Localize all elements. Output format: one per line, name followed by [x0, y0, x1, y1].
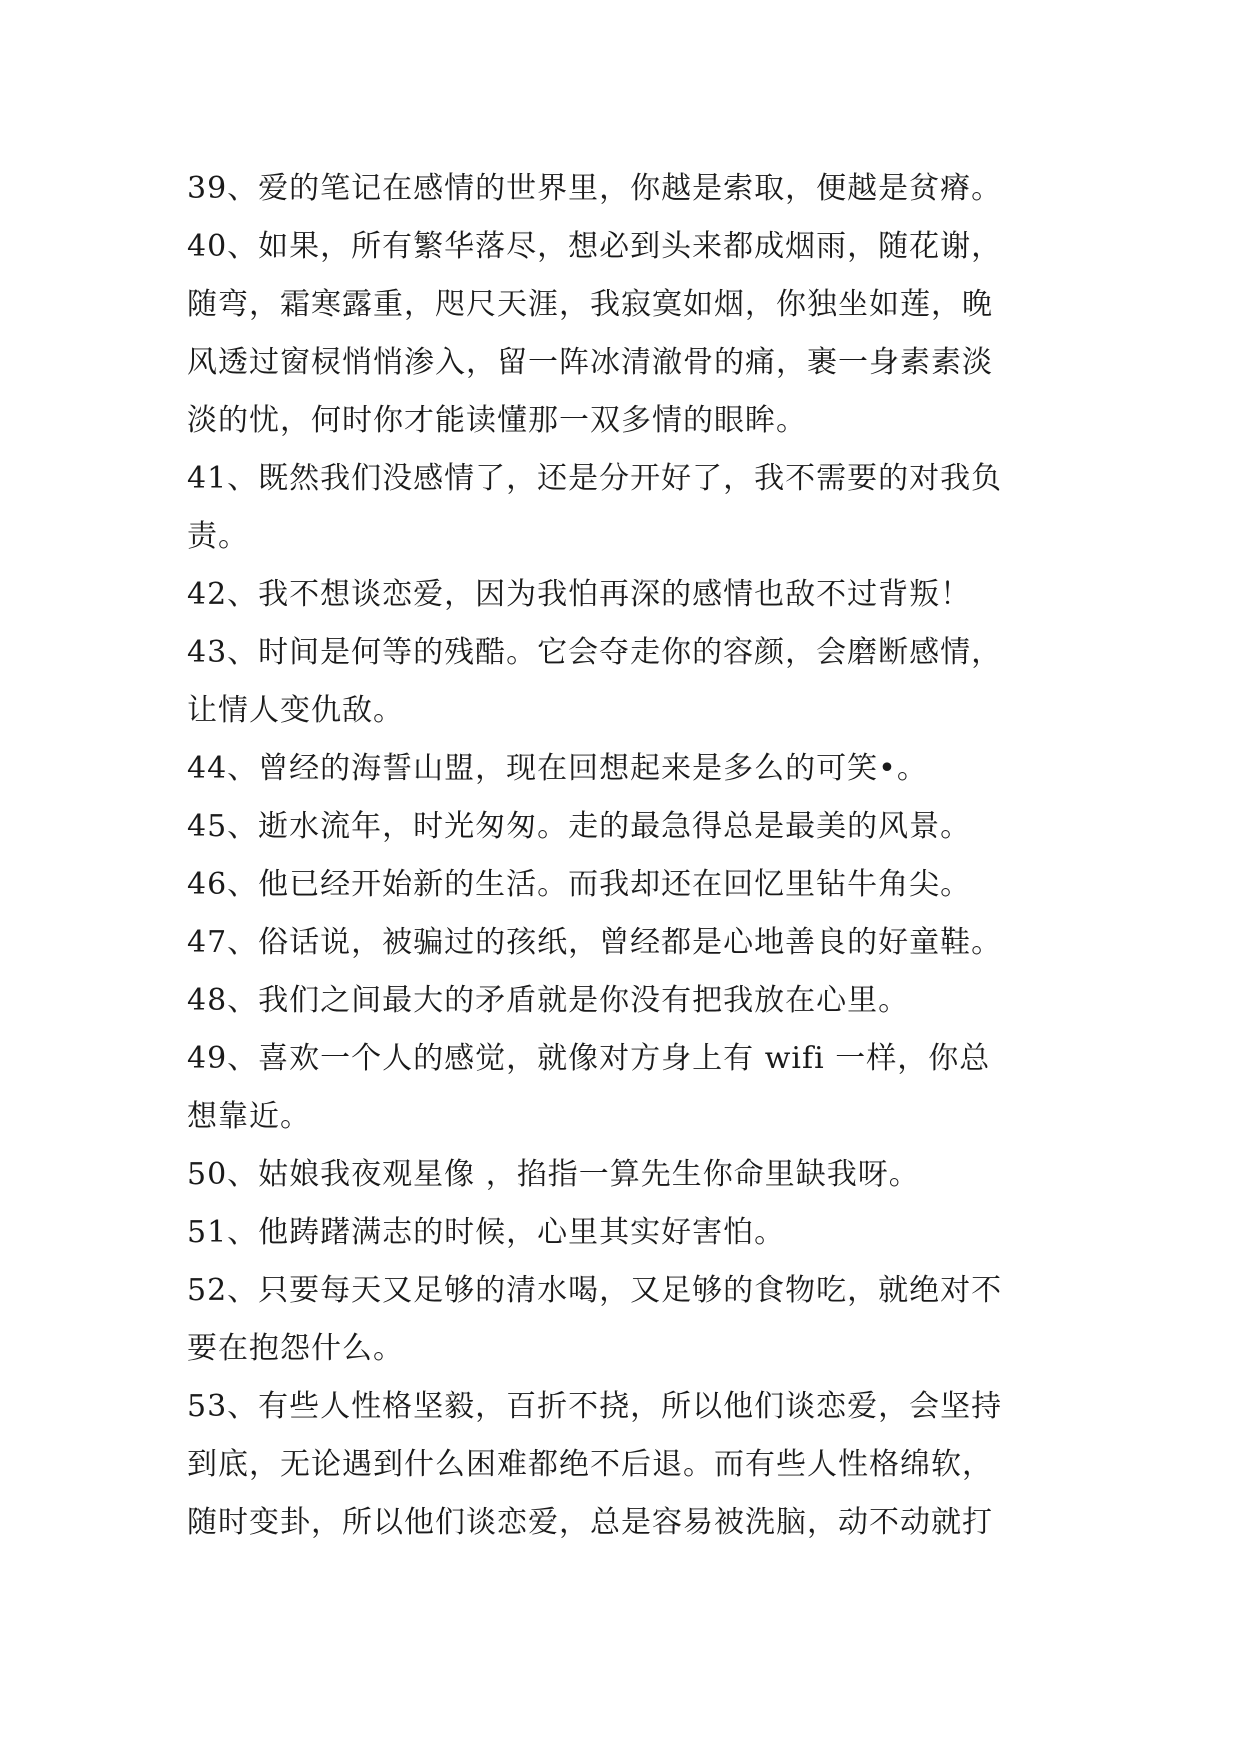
text-line: 想靠近。	[187, 1099, 311, 1134]
text-line: 到底，无论遇到什么困难都绝不后退。而有些人性格绵软，	[187, 1447, 993, 1482]
text-line: 39、爱的笔记在感情的世界里，你越是索取，便越是贫瘠。	[187, 171, 1003, 206]
text-line: 50、姑娘我夜观星像 ，掐指一算先生你命里缺我呀。	[187, 1157, 920, 1192]
text-line: 淡的忧，何时你才能读懂那一双多情的眼眸。	[187, 403, 807, 438]
text-line: 41、既然我们没感情了，还是分开好了，我不需要的对我负	[187, 461, 1003, 496]
document-body	[187, 160, 1087, 1552]
text-line: 责。	[187, 519, 249, 554]
text-line: 46、他已经开始新的生活。而我却还在回忆里钻牛角尖。	[187, 867, 972, 902]
text-line: 要在抱怨什么。	[187, 1331, 404, 1366]
text-line: 43、时间是何等的残酷。它会夺走你的容颜，会磨断感情，	[187, 635, 1003, 670]
text-line: 风透过窗棂悄悄渗入，留一阵冰清澈骨的痛，裹一身素素淡	[187, 345, 993, 380]
text-line: 48、我们之间最大的矛盾就是你没有把我放在心里。	[187, 983, 910, 1018]
text-line: 45、逝水流年，时光匆匆。走的最急得总是最美的风景。	[187, 809, 972, 844]
text-line: 让情人变仇敌。	[187, 693, 404, 728]
text-line: 随弯，霜寒露重，咫尺天涯，我寂寞如烟，你独坐如莲，晚	[187, 287, 993, 322]
text-line: 53、有些人性格坚毅，百折不挠，所以他们谈恋爱，会坚持	[187, 1389, 1003, 1424]
text-line: 44、曾经的海誓山盟，现在回想起来是多么的可笑•。	[187, 751, 928, 786]
text-line: 42、我不想谈恋爱，因为我怕再深的感情也敌不过背叛！	[187, 577, 972, 612]
text-line: 52、只要每天又足够的清水喝，又足够的食物吃，就绝对不	[187, 1273, 1003, 1308]
text-line: 随时变卦，所以他们谈恋爱，总是容易被洗脑，动不动就打	[187, 1505, 993, 1540]
text-line: 51、他踌躇满志的时候，心里其实好害怕。	[187, 1215, 786, 1250]
text-line: 47、俗话说，被骗过的孩纸，曾经都是心地善良的好童鞋。	[187, 925, 1003, 960]
text-line: 49、喜欢一个人的感觉，就像对方身上有 wifi 一样，你总	[187, 1041, 991, 1076]
text-line: 40、如果，所有繁华落尽，想必到头来都成烟雨，随花谢，	[187, 229, 1003, 264]
